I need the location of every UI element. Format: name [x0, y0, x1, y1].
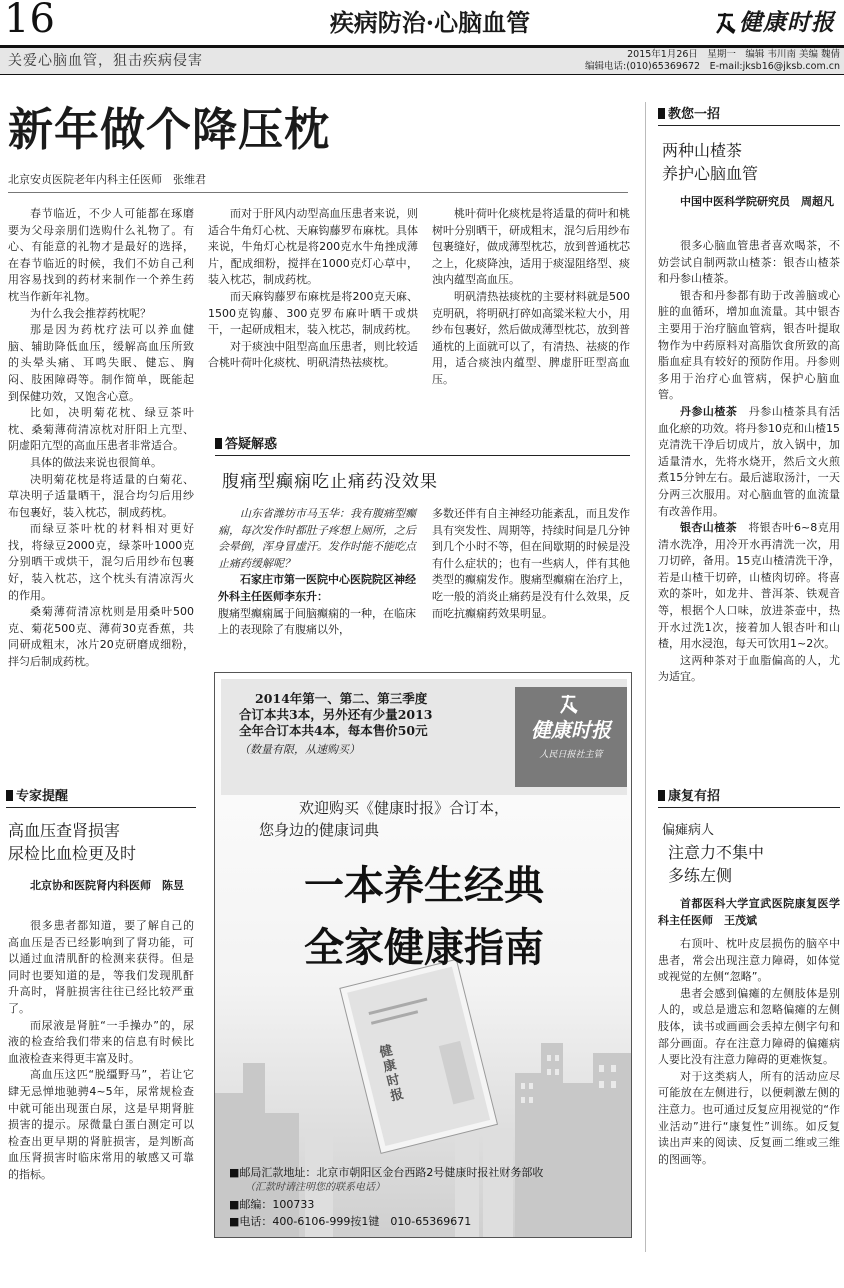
teach-label: 教您一招: [658, 106, 840, 126]
contact-line: 编辑电话:(010)65369672 E-mail:jksb16@jksb.com.cn: [585, 61, 840, 72]
teach-title-1: 两种山楂茶: [662, 141, 743, 160]
ad-logo-subtext: 人民日报社主管: [539, 750, 603, 760]
logo-icon: [715, 11, 737, 35]
qa-label: 答疑解惑: [215, 436, 630, 456]
section-title: 疾病防治·心脑血管: [329, 8, 531, 37]
ad-zip: ■邮编：100733: [229, 1198, 315, 1211]
slogan: 关爱心脑血管，狙击疾病侵害: [8, 53, 203, 69]
qa-question: 山东省潍坊市马玉华：我有腹痛型癫痫，每次发作时都肚子疼想上厕所，之后会晕倒，浑身冒虚汗。发作时能不能吃点止痛药缓解呢？: [218, 507, 416, 570]
ad-phone: ■电话：400-6106-999按1键 010-65369671: [229, 1215, 472, 1228]
qa-column-2: [432, 506, 630, 622]
ad-logo-block: [515, 687, 627, 787]
column-divider: [645, 102, 646, 1252]
rehab-label: 康复有招: [658, 788, 840, 808]
main-column-2: 而对于肝风内动型高血压患者来说，则适合牛角灯心枕、天麻钩藤罗布麻枕。具体来说，牛角灯心枕是将200克水牛角挫成薄片，配成细粉，搅拌在1000克灯心草中，装入枕芯，制成药枕。 而天麻钩藤罗布麻枕是将200克天麻、1500克钩藤、300克罗布麻叶晒干或烘干，一起研成粗末，装入枕芯，制成药枕。 对于痰浊中阻型高血压患者，则比较适合桃叶荷叶化痰枕、明矾清热祛痰枕。: [208, 207, 418, 370]
rehab-body: 右顶叶、枕叶皮层损伤的脑卒中患者，常会出现注意力障碍，如体觉或视觉的左侧“忽略”。 患者会感到偏瘫的左侧肢体是别人的，或总是遗忘和忽略偏瘫的左侧肢体，读书或画画会丢掉左侧字句和部分画面。存在注意力障碍的偏瘫病人要比没有注意力障碍的更难恢复。 对于这类病人，所有的活动应尽可能放在左侧进行，以便刺激左侧的注意力。也可通过反复应用视觉的“作业活动”进行“康复性”训练。如反复读出声来的阅读、反复画二维或三维的图画等。: [658, 937, 840, 1166]
ad-logo-icon: [559, 693, 579, 715]
header-bottom-rule: [0, 74, 844, 75]
teach-body: 很多心脑血管患者喜欢喝茶，不妨尝试自制两款山楂茶：银杏山楂茶和丹参山楂茶。 银杏和丹参都有助于改善脑或心脏的血循环，增加血流量。其中银杏主要用于治疗脑血管病，银杏叶提取物作为中药原料对高脂饮食所致的高脂血症具有较好的预防作用。丹参则多用于治疗心血管病，保护心脑血管。 丹参山楂茶 丹参山楂茶具有活血化瘀的功效。将丹参10克和山楂15克清洗干净后切成片，放入锅中，加适量清水，先将水烧开，然后文火煎煮15分钟左右。最后滤取汤汁，一天分两三次服用。对心脑血管的血流量有改善作用。 银杏山楂茶 将银杏叶6~8克用清水洗净，用冷开水再清洗一次，用刀切碎，备用。15克山楂清洗干净，若是山楂干切碎，山楂肉切碎。将喜欢的茶叶，如龙井、普洱茶、铁观音等，根据个人口味，放进茶壶中，热开水过洗1次，接着加人银杏叶和山楂，用水浸泡，每天可饮用1~2次。 这两种茶对于血脂偏高的人，尤为适宜。: [658, 239, 841, 684]
main-column-3: 桃叶荷叶化痰枕是将适量的荷叶和桃树叶分别晒干，研成粗末，混匀后用纱布包裹缝好，做成薄型枕芯，放到普通枕芯之上，化痰降浊，适用于痰湿阻络型、痰浊内蕴型高血压。 明矾清热祛痰枕的主要材料就是500克明矾，将明矾打碎如高粱米粒大小，用纱布包裹好，然后做成薄型枕芯，放到普通枕的上面就可以了，有清热、祛痰的作用，适合痰浊内蕴型、脾虚肝旺型高血压。: [432, 207, 630, 386]
rehab-byline: 首都医科大学宣武医院康复医学科主任医师 王茂斌: [658, 897, 840, 927]
teach-byline: 中国中医科学院研究员 周超凡: [680, 195, 834, 208]
qa-answer-start: 腹痛型癫痫属于间脑癫痫的一种，在临床上的表现除了有腹痛以外，: [218, 606, 416, 637]
teach-title-2: 养护心脑血管: [662, 164, 759, 183]
expert-tip-body: 很多患者都知道，要了解自己的高血压是否已经影响到了肾功能，可以通过血清肌酐的检测来获得。但是同时也要知道的是，等我们发现肌酐升高时，肾脏损害往往已经比较严重了。 而尿液是肾脏“一手操办”的，尿液的检查给我们带来的信息有时候比血液检查来得更丰富及时。 高血压这匹“脱缰野马”，若让它肆无忌惮地驰骋4~5年，尿常规检查中就可能出现蛋白尿，这是早期肾脏损害的提示。尿微量白蛋白测定可以检查出更早期的肾脏损害，是判断高血压肾损害时临床常用的敏感又可靠的指标。: [8, 919, 194, 1181]
teach-recipe-1-name: 丹参山楂茶: [680, 404, 738, 418]
ad-slogan-1: 一本养生经典: [304, 862, 544, 909]
page-number: 16: [4, 0, 55, 42]
ad-box: [214, 672, 632, 1238]
qa-answer-end: 多数还伴有自主神经功能紊乱，而且发作具有突发性、周期等，持续时间是几分钟到几个小时不等，但在间歇期的时候是没有什么症状的；也有一些病人，伴有其他类型的癫痫发作。腹痛型癫痫在治疗上，吃一般的消炎止痛药是没有什么效果，反而吃抗癫痫药效果明显。: [432, 507, 630, 620]
ad-book-cover-title: 健康时报: [378, 1043, 406, 1105]
ad-issue-line-1: 2014年第一、第二、第三季度: [255, 691, 428, 706]
rehab-title-2: 多练左侧: [668, 866, 733, 885]
ad-slogan-2: 全家健康指南: [304, 924, 544, 971]
ad-logo-text: 健康时报: [531, 718, 611, 742]
qa-expert: 石家庄市第一医院中心医院院区神经外科主任医师李东升：: [218, 573, 416, 603]
rehab-title-1: 注意力不集中: [668, 843, 765, 862]
main-byline-rule: [8, 192, 628, 193]
expert-tip-label: 专家提醒: [6, 788, 196, 808]
expert-tip-byline: 北京协和医院肾内科医师 陈昱: [30, 879, 184, 892]
dateline: 2015年1月26日 星期一 编辑 韦川南 美编 魏倩: [627, 49, 840, 60]
rehab-kicker: 偏瘫病人: [662, 823, 715, 838]
logo-text: 健康时报: [739, 9, 835, 36]
ad-issue-line-2: 合订本共3本，另外还有少量2013: [239, 707, 433, 722]
teach-recipe-2-name: 银杏山楂茶: [680, 521, 737, 535]
main-column-1: 春节临近，不少人可能都在琢磨要为父母亲朋们选购什么礼物了。有心、有能意的礼物才是最好的选择，在春节临近的时候，我们不妨自己利用容易找到的药材来制作一个养生药枕当作新年礼物。 为什么我会推荐药枕呢？ 那是因为药枕疗法可以养血健脑、辅助降低血压，缓解高血压所致的头晕头痛、耳鸣失眠、健忘、胸闷、肢困障碍等。制作简单，既能起到保健功效，又饱含心意。 比如，决明菊花枕、绿豆茶叶枕、桑菊薄荷清凉枕对肝阳上亢型、阴虚阳亢型的高血压患者非常适合。 具体的做法来说也很简单。 决明菊花枕是将适量的白菊花、草决明子适量晒干，混合均匀后用纱布包裹好，装入枕芯，制成药枕。 而绿豆茶叶枕的材料相对更好找，将绿豆2000克，绿茶叶1000克分别晒干或烘干，混匀后用纱布包裹好，装入枕芯，这个枕头有清凉泻火的作用。 桑菊薄荷清凉枕则是用桑叶500克、菊花500克、薄荷30克香蕉，共同研成粗末，冰片20克研磨成细粉，拌匀后制成药枕。: [8, 207, 194, 669]
ad-limited-note: （数量有限，从速购买）: [239, 743, 360, 756]
ad-address-note: （汇款时请注明您的联系电话）: [245, 1182, 385, 1193]
ad-address: ■邮局汇款地址：北京市朝阳区金台西路2号健康时报社财务部收: [229, 1166, 544, 1179]
expert-tip-title-1: 高血压查肾损害: [8, 821, 121, 840]
ad-welcome-line-2: 您身边的健康词典: [259, 821, 380, 839]
qa-column-1: [218, 506, 416, 639]
qa-title: 腹痛型癫痫吃止痛药没效果: [222, 472, 438, 492]
main-byline: 北京安贞医院老年内科主任医师 张维君: [8, 173, 206, 186]
main-headline: 新年做个降压枕: [8, 103, 331, 156]
newspaper-logo: [715, 8, 840, 40]
expert-tip-title-2: 尿检比血检更及时: [8, 844, 137, 863]
ad-issue-line-3: 全年合订本共4本，每本售价50元: [239, 723, 428, 738]
ad-welcome-line-1: 欢迎购买《健康时报》合订本，: [299, 799, 510, 817]
